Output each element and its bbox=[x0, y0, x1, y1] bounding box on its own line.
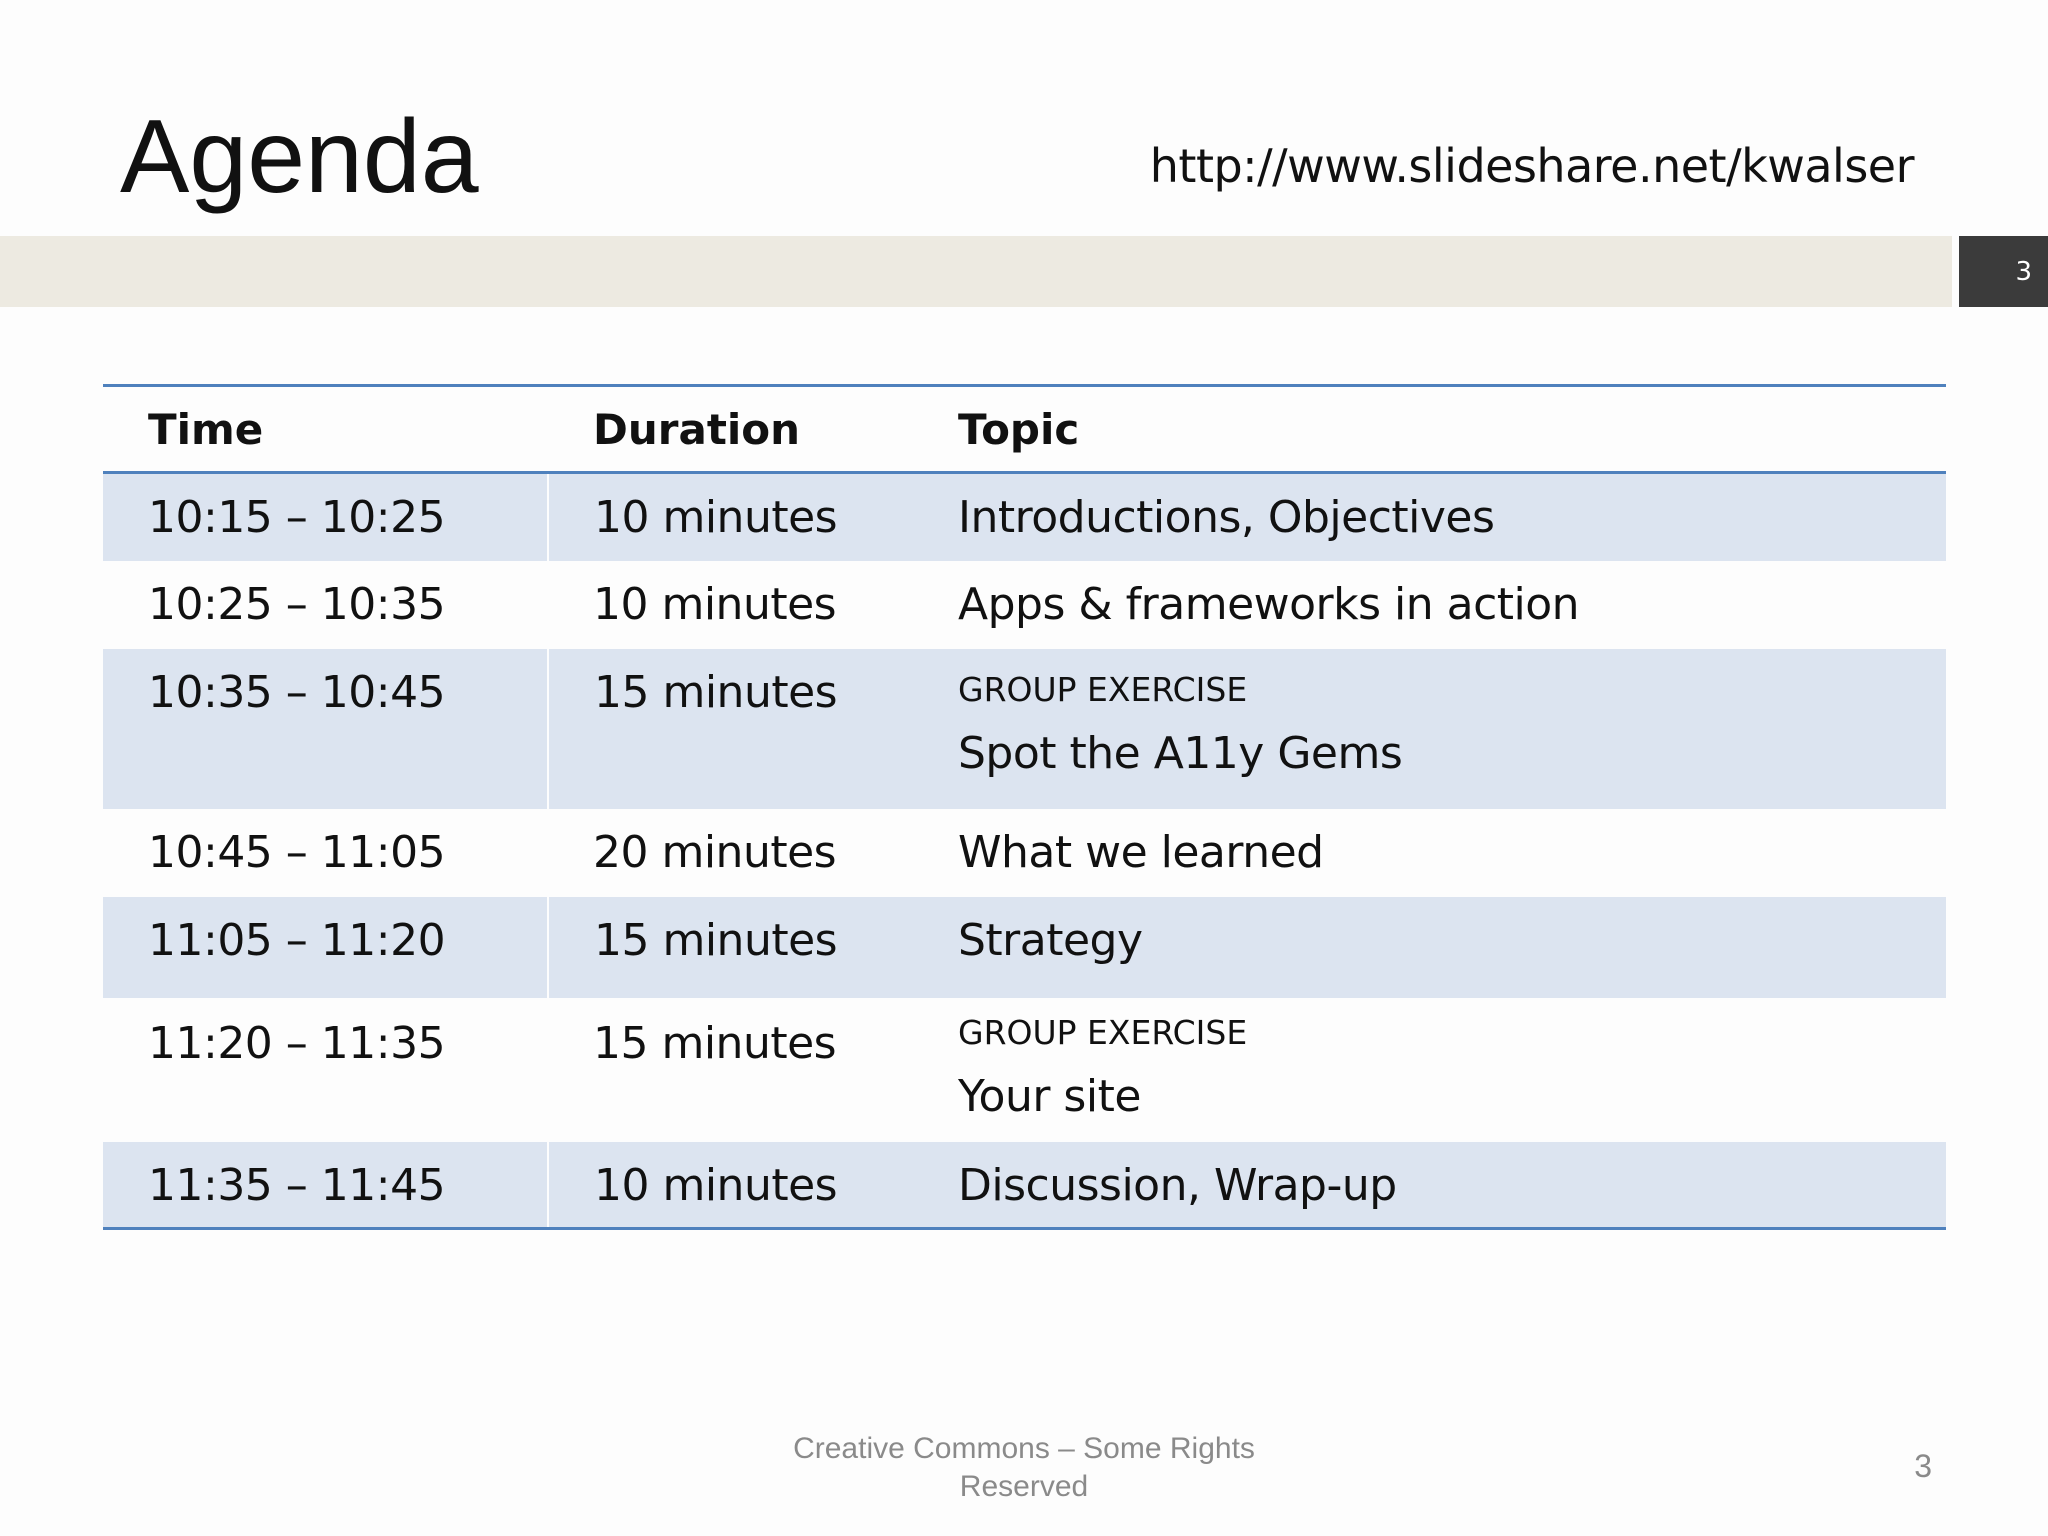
table-row bbox=[103, 473, 1946, 561]
exercise-tag: GROUP EXERCISE bbox=[958, 669, 1248, 709]
exercise-tag: GROUP EXERCISE bbox=[958, 1012, 1248, 1052]
time-cell: 11:35 – 11:45 bbox=[103, 1142, 548, 1229]
table-row bbox=[103, 1142, 1946, 1229]
footer-license: Creative Commons – Some Rights Reserved bbox=[793, 1432, 1255, 1503]
duration-cell: 15 minutes bbox=[593, 1017, 837, 1069]
topic-cell: Introductions, Objectives bbox=[913, 473, 1946, 561]
topic-cell: Apps & frameworks in action bbox=[958, 578, 1580, 630]
topic-cell bbox=[913, 998, 1946, 1142]
topic-cell: Strategy bbox=[913, 897, 1946, 998]
duration-cell: 10 minutes bbox=[593, 578, 837, 630]
time-cell: 10:35 – 10:45 bbox=[103, 649, 548, 809]
duration-cell: 10 minutes bbox=[548, 473, 913, 561]
time-cell: 10:25 – 10:35 bbox=[148, 578, 446, 630]
time-cell: 11:05 – 11:20 bbox=[103, 897, 548, 998]
duration-cell: 10 minutes bbox=[548, 1142, 913, 1229]
slide-number-badge: 3 bbox=[1959, 236, 2048, 307]
topic-text: Your site bbox=[958, 1070, 1141, 1122]
topic-cell: Discussion, Wrap-up bbox=[913, 1142, 1946, 1229]
table-row bbox=[103, 998, 1946, 1142]
slide-url: http://www.slideshare.net/kwalser bbox=[1149, 139, 1914, 193]
agenda-table bbox=[103, 384, 1946, 1230]
topic-cell: What we learned bbox=[958, 826, 1324, 878]
duration-cell: 15 minutes bbox=[548, 649, 913, 809]
duration-cell: 15 minutes bbox=[548, 897, 913, 998]
column-header-topic: Topic bbox=[958, 404, 1080, 454]
page-number: 3 bbox=[1914, 1448, 1932, 1484]
table-row bbox=[103, 561, 1946, 649]
header-band bbox=[0, 236, 1952, 307]
column-header-duration: Duration bbox=[593, 404, 801, 454]
table-header-row bbox=[103, 386, 1946, 473]
time-cell: 11:20 – 11:35 bbox=[148, 1017, 446, 1069]
column-header-time: Time bbox=[148, 404, 264, 454]
topic-cell bbox=[913, 649, 1946, 809]
table-row bbox=[103, 897, 1946, 998]
time-cell: 10:45 – 11:05 bbox=[148, 826, 446, 878]
table-row bbox=[103, 649, 1946, 809]
slide-title: Agenda bbox=[120, 99, 479, 215]
time-cell: 10:15 – 10:25 bbox=[103, 473, 548, 561]
topic-text: Spot the A11y Gems bbox=[958, 727, 1403, 779]
duration-cell: 20 minutes bbox=[593, 826, 837, 878]
table-row bbox=[103, 809, 1946, 897]
